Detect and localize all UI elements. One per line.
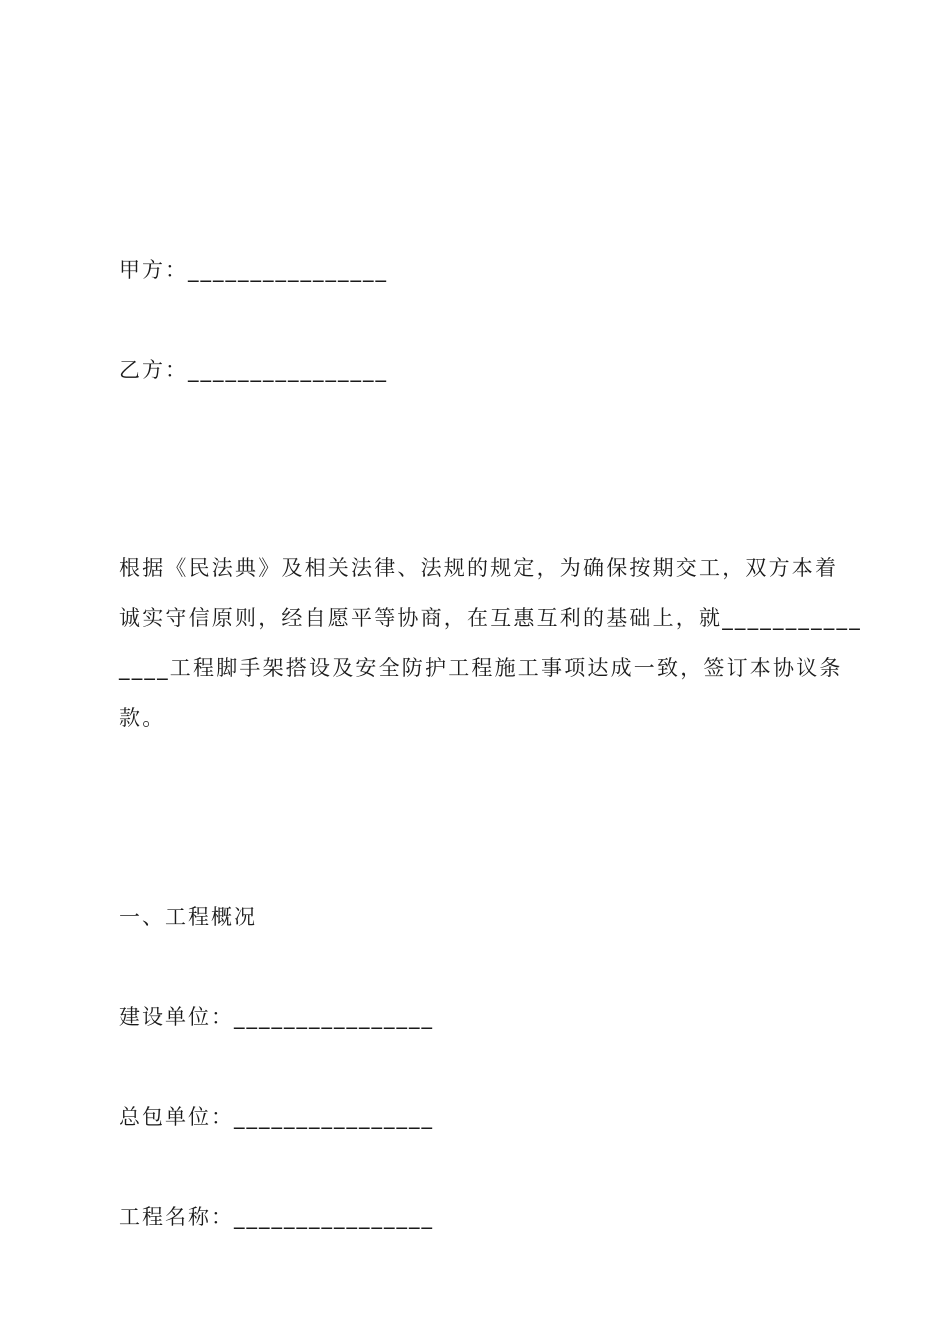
construction-unit-line: 建设单位：________________ xyxy=(119,1005,434,1029)
general-contractor-line: 总包单位：________________ xyxy=(119,1105,434,1129)
preamble-line-2: 诚实守信原则，经自愿平等协商，在互惠互利的基础上，就___________ xyxy=(119,606,862,630)
preamble-line-3: ____工程脚手架搭设及安全防护工程施工事项达成一致，签订本协议条 xyxy=(119,656,843,680)
party-b-line: 乙方：________________ xyxy=(119,358,388,382)
preamble-line-4: 款。 xyxy=(119,706,166,730)
project-name-line: 工程名称：________________ xyxy=(119,1205,434,1229)
section-heading: 一、工程概况 xyxy=(119,905,257,929)
party-a-line: 甲方：________________ xyxy=(119,258,388,282)
preamble-paragraph xyxy=(119,543,862,743)
preamble-line-1: 根据《民法典》及相关法律、法规的规定，为确保按期交工，双方本着 xyxy=(119,556,839,580)
